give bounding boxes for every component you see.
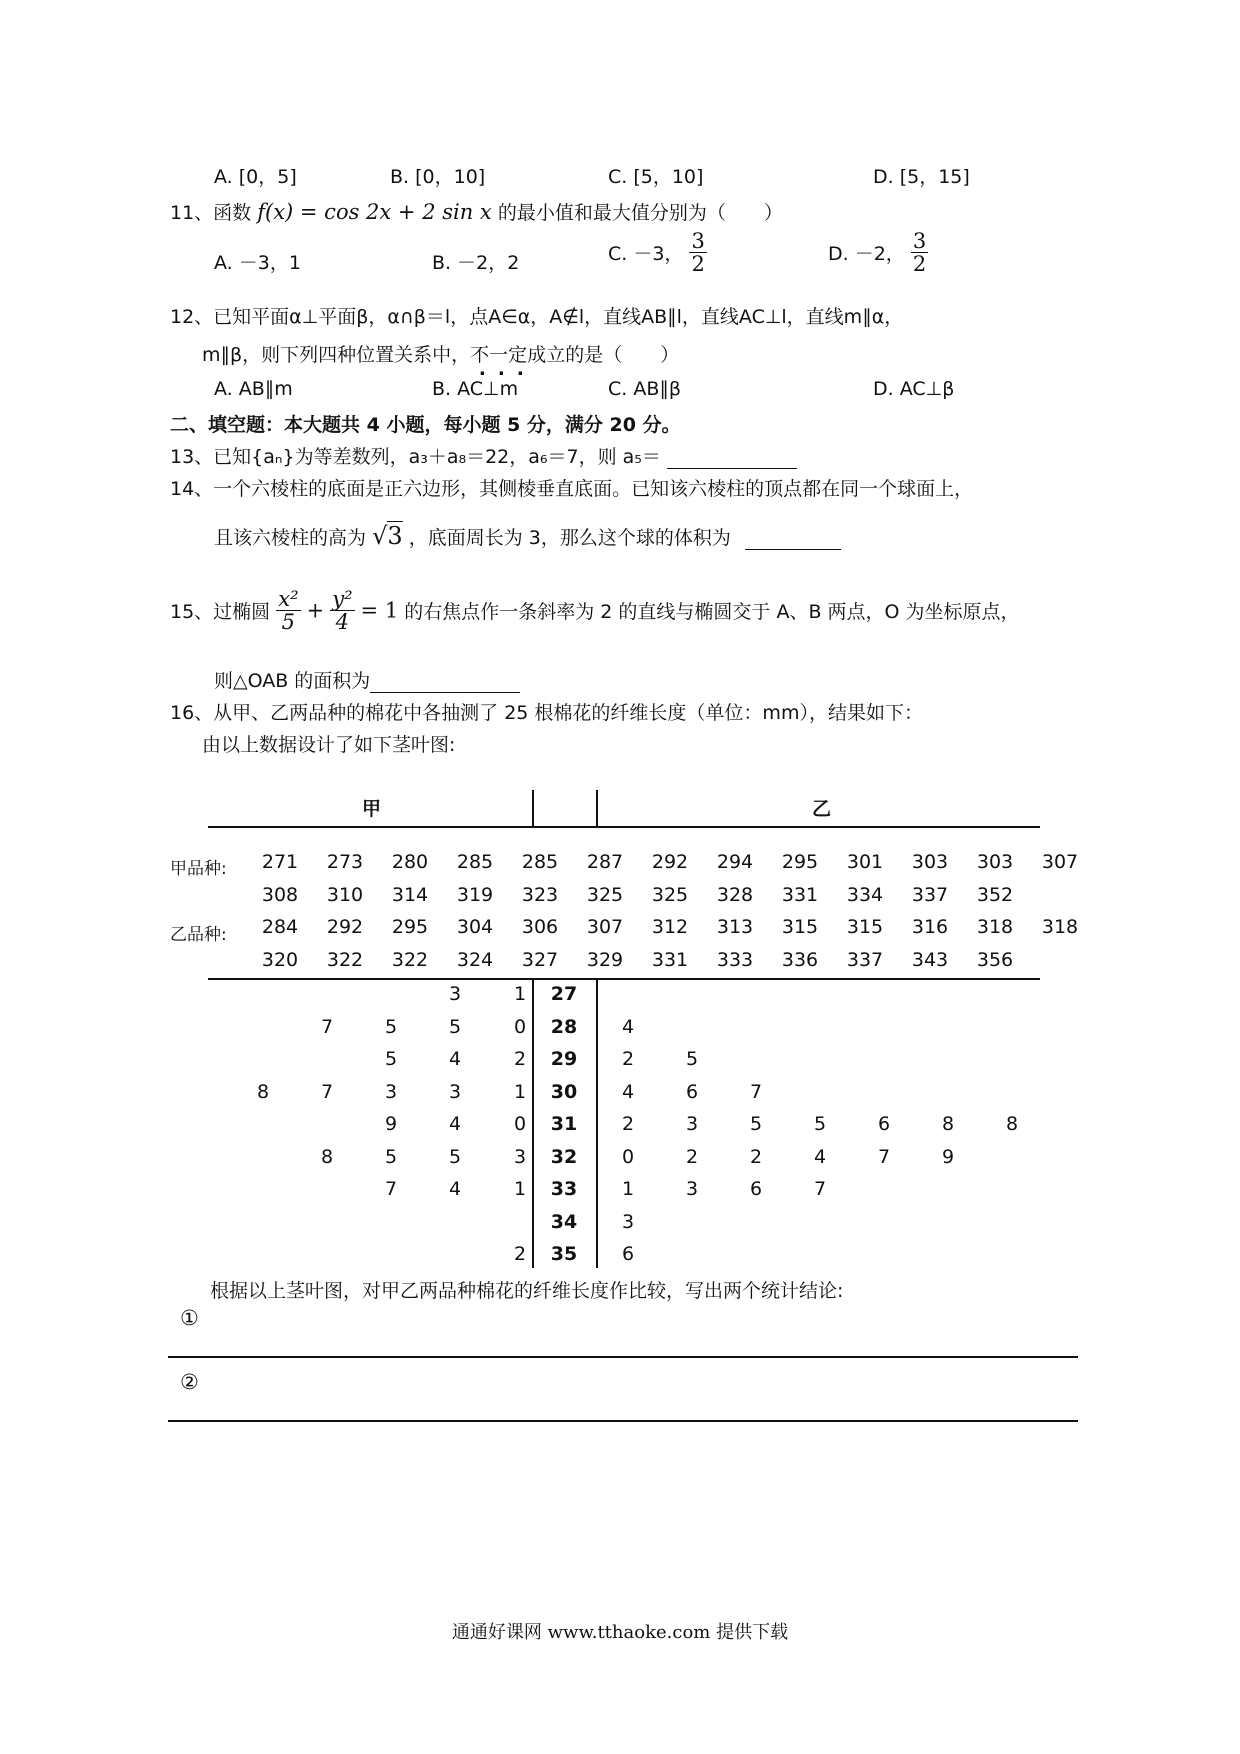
stemleaf-top-rule bbox=[208, 978, 1040, 980]
stem-value: 28 bbox=[550, 1015, 578, 1038]
data-value: 329 bbox=[586, 948, 624, 971]
q10-option-b: B. [0，10] bbox=[390, 166, 486, 188]
q12-emphasis-1: 不 bbox=[470, 344, 490, 366]
data-value: 315 bbox=[846, 916, 884, 938]
q14-answer-blank[interactable] bbox=[745, 529, 841, 550]
leaf-left: 0 bbox=[513, 1113, 527, 1135]
label-variety-b: 乙品种: bbox=[170, 925, 227, 945]
question-13 bbox=[170, 442, 797, 469]
data-value: 285 bbox=[521, 851, 559, 873]
q11-formula: f(x) = cos 2x + 2 sin x bbox=[257, 200, 492, 224]
conclusion-marker-2: ② bbox=[180, 1370, 199, 1394]
data-value: 318 bbox=[1041, 916, 1079, 938]
q12-emphasis-3: 定 bbox=[508, 344, 528, 366]
data-value: 352 bbox=[976, 883, 1014, 906]
data-value: 301 bbox=[846, 851, 884, 873]
data-value: 307 bbox=[586, 916, 624, 938]
leaf-right: 7 bbox=[749, 1080, 763, 1103]
data-value: 331 bbox=[651, 948, 689, 971]
data-value: 343 bbox=[911, 948, 949, 971]
data-value: 284 bbox=[261, 916, 299, 938]
leaf-left: 4 bbox=[448, 1113, 462, 1135]
data-value: 303 bbox=[976, 851, 1014, 873]
q16-line2: 由以上数据设计了如下茎叶图: bbox=[202, 734, 456, 756]
leaf-right: 6 bbox=[621, 1243, 635, 1265]
data-value: 294 bbox=[716, 851, 754, 873]
data-value: 306 bbox=[521, 916, 559, 938]
q10-option-d: D. [5，15] bbox=[873, 166, 970, 188]
leaf-left: 1 bbox=[513, 1178, 527, 1200]
leaf-right: 4 bbox=[621, 1080, 635, 1103]
fraction-numerator: 3 bbox=[912, 229, 927, 253]
data-value: 331 bbox=[781, 883, 819, 906]
stem-value: 34 bbox=[550, 1210, 578, 1233]
leaf-right: 2 bbox=[621, 1048, 635, 1070]
q11-option-c-label: C. －3， bbox=[608, 243, 684, 266]
data-value: 313 bbox=[716, 916, 754, 938]
q16-line1: 16、从甲、乙两品种的棉花中各抽测了 25 根棉花的纤维长度（单位：mm），结果如下： bbox=[170, 702, 923, 724]
stem-value: 32 bbox=[550, 1145, 578, 1168]
fraction-numerator: 3 bbox=[691, 229, 705, 253]
leaf-right: 7 bbox=[877, 1145, 891, 1168]
q11-option-c bbox=[608, 230, 707, 275]
q12-option-a: A. AB∥m bbox=[214, 378, 293, 400]
stem-divider-right bbox=[596, 978, 598, 1268]
data-value: 319 bbox=[456, 883, 494, 906]
q12-option-c: C. AB∥β bbox=[608, 378, 682, 400]
q12-option-d: D. AC⊥β bbox=[873, 378, 955, 400]
leaf-left: 1 bbox=[513, 1080, 527, 1103]
data-value: 325 bbox=[651, 883, 689, 906]
data-value: 327 bbox=[521, 948, 559, 971]
data-value: 280 bbox=[391, 851, 429, 873]
data-value: 334 bbox=[846, 883, 884, 906]
data-value: 323 bbox=[521, 883, 559, 906]
stem-value: 27 bbox=[550, 983, 578, 1005]
q14-line2 bbox=[214, 522, 841, 550]
q11-option-d-fraction bbox=[911, 230, 928, 275]
data-value: 337 bbox=[846, 948, 884, 971]
data-value: 314 bbox=[391, 883, 429, 906]
q11-option-b: B. －2，2 bbox=[432, 252, 520, 274]
data-value: 310 bbox=[326, 883, 364, 906]
data-value: 356 bbox=[976, 948, 1014, 971]
q15-equals: = 1 bbox=[360, 598, 399, 623]
leaf-left: 1 bbox=[513, 983, 527, 1005]
fraction-numerator: x² bbox=[278, 587, 299, 611]
leaf-right: 2 bbox=[685, 1145, 699, 1168]
q13-text: 13、已知{aₙ}为等差数列，a₃＋a₈＝22，a₆＝7，则 a₅＝ bbox=[170, 446, 661, 468]
q15-fraction-x bbox=[276, 588, 300, 633]
data-value: 271 bbox=[261, 851, 299, 873]
data-value: 295 bbox=[391, 916, 429, 938]
q11-option-d-label: D. －2， bbox=[828, 243, 905, 266]
data-value: 292 bbox=[326, 916, 364, 938]
q14-line2-b: ，底面周长为 3，那么这个球的体积为 bbox=[408, 527, 731, 549]
leaf-right: 9 bbox=[941, 1145, 955, 1168]
q12-line2 bbox=[202, 340, 679, 367]
q10-option-c: C. [5，10] bbox=[608, 166, 704, 188]
leaf-right: 5 bbox=[749, 1113, 763, 1135]
leaf-right: 8 bbox=[941, 1113, 955, 1135]
leaf-left: 5 bbox=[384, 1048, 398, 1070]
leaf-left: 5 bbox=[448, 1015, 462, 1038]
leaf-right: 6 bbox=[685, 1080, 699, 1103]
q15-prefix: 15、过椭圆 bbox=[170, 601, 271, 624]
page-footer: 通通好课网 www.tthaoke.com 提供下载 bbox=[451, 1622, 789, 1643]
q15-answer-blank[interactable] bbox=[370, 672, 520, 693]
data-value: 307 bbox=[1041, 851, 1079, 873]
leaf-right: 8 bbox=[1005, 1113, 1019, 1135]
leaf-right: 5 bbox=[813, 1113, 827, 1135]
data-value: 325 bbox=[586, 883, 624, 906]
header-divider-left bbox=[532, 790, 534, 826]
leaf-left: 0 bbox=[513, 1015, 527, 1038]
q11-prefix: 11、函数 bbox=[170, 202, 252, 224]
stem-value: 29 bbox=[550, 1048, 578, 1070]
q11-suffix: 的最小值和最大值分别为（ ） bbox=[497, 202, 783, 224]
data-value: 308 bbox=[261, 883, 299, 906]
leaf-right: 0 bbox=[621, 1145, 635, 1168]
label-variety-a: 甲品种: bbox=[170, 859, 227, 879]
leaf-right: 3 bbox=[685, 1113, 699, 1135]
leaf-right: 2 bbox=[749, 1145, 763, 1168]
q12-line2-b: 成立的是（ ） bbox=[527, 344, 680, 366]
q11-option-d bbox=[828, 230, 928, 275]
q12-emphasis-2: 一 bbox=[489, 344, 509, 366]
stem-value: 33 bbox=[550, 1178, 578, 1200]
conclusion-line-1[interactable] bbox=[168, 1356, 1078, 1358]
data-value: 337 bbox=[911, 883, 949, 906]
data-value: 315 bbox=[781, 916, 819, 938]
data-value: 295 bbox=[781, 851, 819, 873]
leaf-left: 7 bbox=[384, 1178, 398, 1200]
leaf-left: 7 bbox=[320, 1080, 334, 1103]
data-value: 336 bbox=[781, 948, 819, 971]
data-value: 292 bbox=[651, 851, 689, 873]
data-value: 324 bbox=[456, 948, 494, 971]
data-value: 322 bbox=[391, 948, 429, 971]
fraction-denominator: 4 bbox=[335, 610, 350, 635]
leaf-left: 5 bbox=[448, 1145, 462, 1168]
q11-option-a: A. －3，1 bbox=[214, 252, 301, 274]
leaf-left: 2 bbox=[513, 1048, 527, 1070]
q15-plus: + bbox=[306, 598, 325, 623]
q15-fraction-y bbox=[330, 588, 354, 633]
leaf-right: 2 bbox=[621, 1113, 635, 1135]
q15-suffix: 的右焦点作一条斜率为 2 的直线与椭圆交于 A、B 两点，O 为坐标原点， bbox=[404, 601, 1020, 624]
table-top-rule bbox=[208, 826, 1040, 828]
q13-answer-blank[interactable] bbox=[667, 448, 797, 469]
data-value: 318 bbox=[976, 916, 1014, 938]
leaf-right: 1 bbox=[621, 1178, 635, 1200]
q10-option-a: A. [0，5] bbox=[214, 166, 297, 188]
data-value: 273 bbox=[326, 851, 364, 873]
leaf-left: 5 bbox=[384, 1145, 398, 1168]
data-value: 320 bbox=[261, 948, 299, 971]
leaf-right: 3 bbox=[621, 1210, 635, 1233]
section-2-heading: 二、填空题：本大题共 4 小题，每小题 5 分，满分 20 分。 bbox=[170, 414, 681, 436]
leaf-right: 6 bbox=[877, 1113, 891, 1135]
leaf-left: 9 bbox=[384, 1113, 398, 1135]
leaf-left: 3 bbox=[448, 983, 462, 1005]
conclusion-prompt: 根据以上茎叶图，对甲乙两品种棉花的纤维长度作比较，写出两个统计结论: bbox=[210, 1280, 844, 1302]
data-value: 312 bbox=[651, 916, 689, 938]
data-value: 287 bbox=[586, 851, 624, 873]
leaf-left: 8 bbox=[256, 1080, 270, 1103]
stem-value: 31 bbox=[550, 1113, 578, 1135]
fraction-numerator: y² bbox=[332, 587, 353, 611]
leaf-left: 4 bbox=[448, 1048, 462, 1070]
q12-option-b: B. AC⊥m bbox=[432, 378, 519, 400]
stem-value: 30 bbox=[550, 1080, 578, 1103]
conclusion-marker-1: ① bbox=[180, 1306, 199, 1330]
data-value: 333 bbox=[716, 948, 754, 971]
leaf-left: 8 bbox=[320, 1145, 334, 1168]
leaf-right: 7 bbox=[813, 1178, 827, 1200]
data-value: 328 bbox=[716, 883, 754, 906]
stem-value: 35 bbox=[550, 1243, 578, 1265]
q12-line2-a: m∥β，则下列四种位置关系中， bbox=[202, 344, 471, 366]
left-header: 甲 bbox=[362, 798, 382, 820]
data-value: 285 bbox=[456, 851, 494, 873]
data-value: 322 bbox=[326, 948, 364, 971]
leaf-left: 7 bbox=[320, 1015, 334, 1038]
leaf-left: 3 bbox=[384, 1080, 398, 1103]
leaf-right: 6 bbox=[749, 1178, 763, 1200]
leaf-left: 3 bbox=[513, 1145, 527, 1168]
leaf-left: 3 bbox=[448, 1080, 462, 1103]
right-header: 乙 bbox=[812, 798, 832, 820]
leaf-left: 5 bbox=[384, 1015, 398, 1038]
leaf-right: 4 bbox=[621, 1015, 635, 1038]
sqrt-symbol: √3 bbox=[372, 522, 403, 550]
q14-line2-a: 且该六棱柱的高为 bbox=[214, 527, 367, 549]
leaf-left: 2 bbox=[513, 1243, 527, 1265]
data-value: 304 bbox=[456, 916, 494, 938]
q11-option-c-fraction bbox=[689, 230, 706, 275]
q15-line2-text: 则△OAB 的面积为 bbox=[214, 670, 371, 692]
fraction-denominator: 2 bbox=[912, 252, 927, 277]
data-value: 303 bbox=[911, 851, 949, 873]
question-15 bbox=[170, 588, 1020, 633]
header-divider-right bbox=[596, 790, 598, 826]
leaf-left: 4 bbox=[448, 1178, 462, 1200]
leaf-right: 4 bbox=[813, 1145, 827, 1168]
q12-line1: 12、已知平面α⊥平面β，α∩β＝l，点A∈α，A∉l，直线AB∥l，直线AC⊥l，直线m∥α， bbox=[170, 306, 904, 328]
q14-line1: 14、一个六棱柱的底面是正六边形，其侧棱垂直底面。已知该六棱柱的顶点都在同一个球面上， bbox=[170, 478, 974, 500]
data-value: 316 bbox=[911, 916, 949, 938]
q15-line2 bbox=[214, 666, 520, 693]
question-11 bbox=[170, 198, 783, 225]
fraction-denominator: 5 bbox=[281, 610, 296, 635]
leaf-right: 5 bbox=[685, 1048, 699, 1070]
fraction-denominator: 2 bbox=[691, 252, 705, 277]
sqrt-radicand: 3 bbox=[387, 522, 403, 550]
leaf-right: 3 bbox=[685, 1178, 699, 1200]
conclusion-line-2[interactable] bbox=[168, 1420, 1078, 1422]
